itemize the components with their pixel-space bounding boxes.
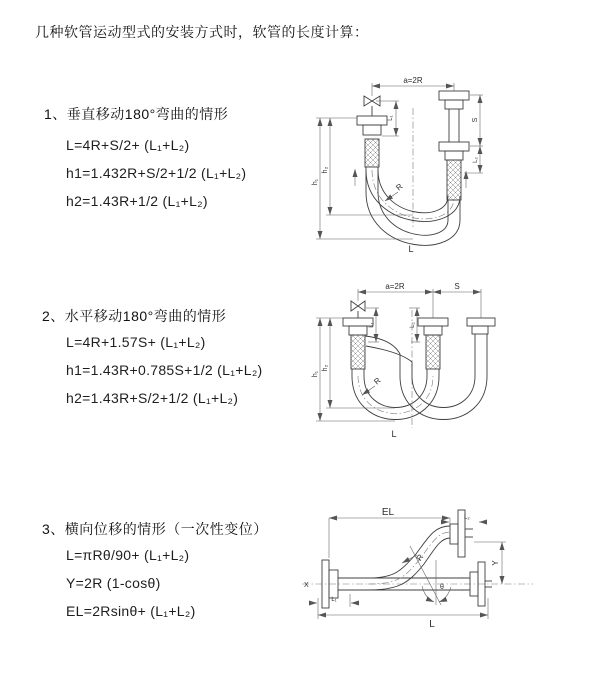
dim-label-h2: h₂ (322, 364, 329, 372)
dim-label-l1: L₁ (388, 115, 394, 121)
diagram-vertical-bend (308, 70, 593, 262)
formula: Y=2R (1-cosθ) (66, 575, 161, 591)
dim-label-r: R (372, 375, 383, 387)
radius-label (402, 552, 425, 563)
dim-label-l1: L₁ (331, 597, 337, 603)
dim-label-l2: L₂ (464, 515, 470, 521)
left-fitting (357, 116, 387, 167)
dim-label-l-bottom: L (408, 244, 414, 254)
dim-a2r (358, 282, 481, 318)
middle-fitting (418, 318, 448, 369)
dim-el (329, 507, 450, 558)
dim-label-r: R (394, 181, 405, 193)
valve-icon (364, 96, 380, 116)
radius-label (385, 182, 405, 201)
dim-label-h2: h₂ (322, 166, 329, 174)
dim-label-a2r: a=2R (385, 282, 405, 291)
dim-label-s: S (454, 282, 460, 291)
dim-label-l2: L₂ (473, 157, 479, 163)
dim-l1 (376, 101, 399, 136)
dim-l (318, 598, 488, 630)
hose-displaced-position (368, 526, 450, 590)
dim-label-h1: h₁ (312, 370, 319, 378)
section-3-heading: 3、横向位移的情形（一次性变位） (42, 521, 268, 537)
dim-y (474, 542, 506, 584)
dim-s (464, 95, 483, 173)
dim-label-el: EL (381, 507, 395, 518)
formula: EL=2Rsinθ+ (L₁+L₂) (66, 603, 196, 619)
formula: L=4R+1.57S+ (L₁+L₂) (66, 334, 206, 350)
dim-a2r (372, 76, 454, 96)
diagram-horizontal-bend (308, 276, 593, 471)
hose-position-1 (352, 369, 439, 420)
dim-label-h1: h₁ (312, 178, 319, 186)
formula: L=4R+S/2+ (L₁+L₂) (66, 137, 190, 153)
formula: h2=1.43R+S/2+1/2 (L₁+L₂) (66, 390, 239, 406)
dim-label-theta: θ (440, 584, 444, 591)
dim-label-l-bottom: L (391, 429, 397, 439)
centerline (302, 582, 533, 589)
dim-label-y: Y (491, 560, 500, 566)
dim-label-l-bottom: L (429, 619, 435, 630)
axis-mark-x: X (304, 582, 309, 589)
dim-label-l1: L₁ (369, 322, 375, 328)
right-fitting-moved (467, 318, 495, 334)
section-1-heading: 1、垂直移动180°弯曲的情形 (44, 106, 229, 122)
right-fitting (439, 91, 469, 200)
formula: h1=1.432R+S/2+1/2 (L₁+L₂) (66, 165, 247, 181)
section-2-heading: 2、水平移动180°弯曲的情形 (42, 308, 227, 324)
dim-l2 (441, 515, 487, 522)
dim-label-s: S (472, 117, 479, 123)
dim-label-a2r: a=2R (403, 76, 423, 85)
formula: h1=1.43R+0.785S+1/2 (L₁+L₂) (66, 362, 263, 378)
diagram-lateral-displacement (298, 502, 600, 652)
valve-icon (351, 301, 365, 318)
formula: L=πRθ/90+ (L₁+L₂) (66, 547, 190, 563)
dim-label-l2: L₂ (410, 322, 416, 328)
centerlines (372, 108, 454, 228)
formula: h2=1.43R+1/2 (L₁+L₂) (66, 193, 208, 209)
dim-label-r: R (414, 552, 426, 563)
page-title: 几种软管运动型式的安装方式时，软管的长度计算： (35, 24, 369, 40)
